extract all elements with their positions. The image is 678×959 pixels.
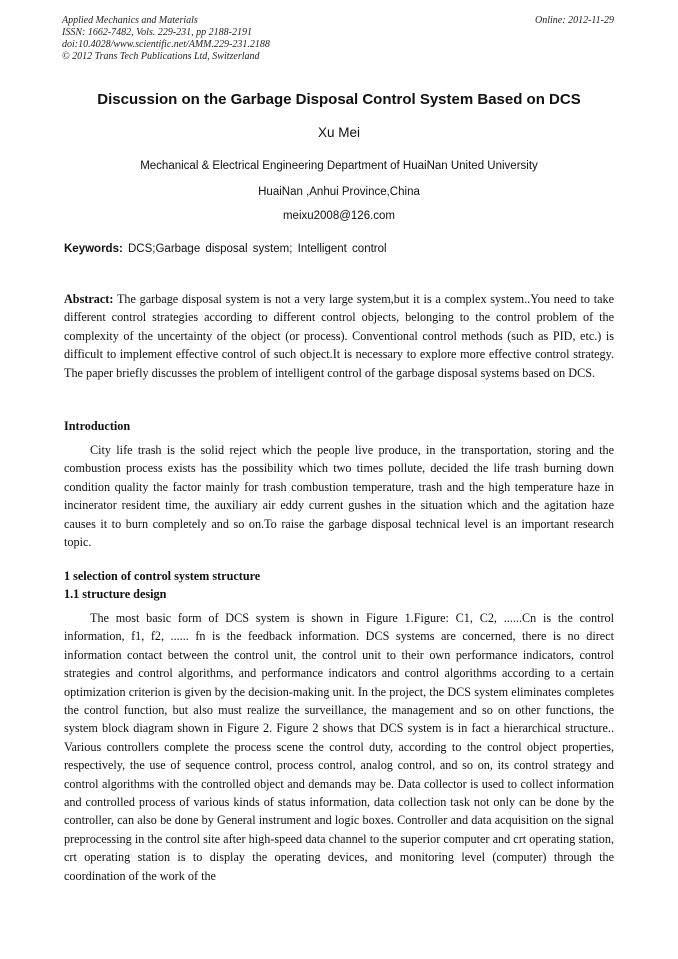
section1-text: The most basic form of DCS system is shown in Figure 1.Figure: C1, C2, ......Cn is the control information, f1, f2, ...... fn is the feedback information. DCS systems are concerned, there is no direct information contact between the control unit, the control unit to their own performance indicators, control strategies and control algorithms, and performance indicators and control algorithms according to a certain optimization criterion is given by the decision-making unit. In the project, the DCS system eliminates completes the control function, but also must realize the surveillance, the management and so on other functions, the system block diagram shown in Figure 2. Figure 2 shows that DCS system is in fact a hierarchical structure.. Various controllers complete the process scene the control duty, according to the control object properties, respectively, the use of sequence control, process control, analog control, and so on, its control strategy and control algorithms with the controlled object and demands may be. Data collector is used to collect information and controlled process of various kinds of status information, data collection task not only can be done by the controller, can also be done by General instrument and logic boxes. Controller and data acquisition on the signal preprocessing in the control site after high-speed data channel to the superior computer and crt operating station, crt operating station is to display the operating devices, and monitoring level (computer) through the coordination of the work of the: [64, 611, 614, 883]
copyright-line: © 2012 Trans Tech Publications Ltd, Switzerland: [62, 51, 260, 62]
keywords-label: Keywords:: [64, 243, 123, 255]
online-date: Online: 2012-11-29: [535, 15, 614, 26]
keywords-text: DCS;Garbage disposal system; Intelligent control: [128, 243, 387, 255]
section1-heading: 1 selection of control system structure: [64, 569, 261, 583]
journal-name: Applied Mechanics and Materials: [62, 15, 198, 26]
affiliation-email: meixu2008@126.com: [282, 210, 396, 222]
abstract-label: Abstract:: [64, 292, 114, 306]
affiliation-department: Mechanical & Electrical Engineering Department of HuaiNan United University: [140, 160, 538, 172]
abstract: [64, 290, 614, 382]
abstract-text: The garbage disposal system is not a very large system,but it is a complex system..You need to take different control strategies according to different control objects, belonging to the control problem of the complexity of the uncertainty of the object (or process). Conventional control methods (such as PID, etc.) is difficult to implement effective control of such object.It is necessary to explore more effective control strategy. The paper briefly discusses the problem of intelligent control of the garbage disposal systems based on DCS.: [64, 292, 615, 380]
issn-line: ISSN: 1662-7482, Vols. 229-231, pp 2188-2191: [62, 27, 252, 38]
keywords: [64, 243, 387, 255]
introduction-heading: Introduction: [64, 419, 131, 433]
section1-subheading: 1.1 structure design: [64, 587, 167, 601]
author-name: Xu Mei: [317, 125, 361, 140]
doi-line: doi:10.4028/www.scientific.net/AMM.229-231.2188: [62, 39, 270, 50]
journal-header: [62, 15, 270, 63]
introduction-text: City life trash is the solid reject which the people live produce, in the transportation, storing and the combustion process exists has the possibility which two times pollute, decided the life trash burning down condition quality the factor mainly for trash combustion temperature, trash and the high temperature haze in incinerator resident time, the auxiliary air eddy current gushes in the situation which and the agitation haze causes it to burn completely and so on.To raise the garbage disposal technical level is an important research topic.: [64, 443, 614, 550]
affiliation-location: HuaiNan ,Anhui Province,China: [258, 186, 420, 198]
paper-title: Discussion on the Garbage Disposal Control System Based on DCS: [97, 91, 581, 108]
